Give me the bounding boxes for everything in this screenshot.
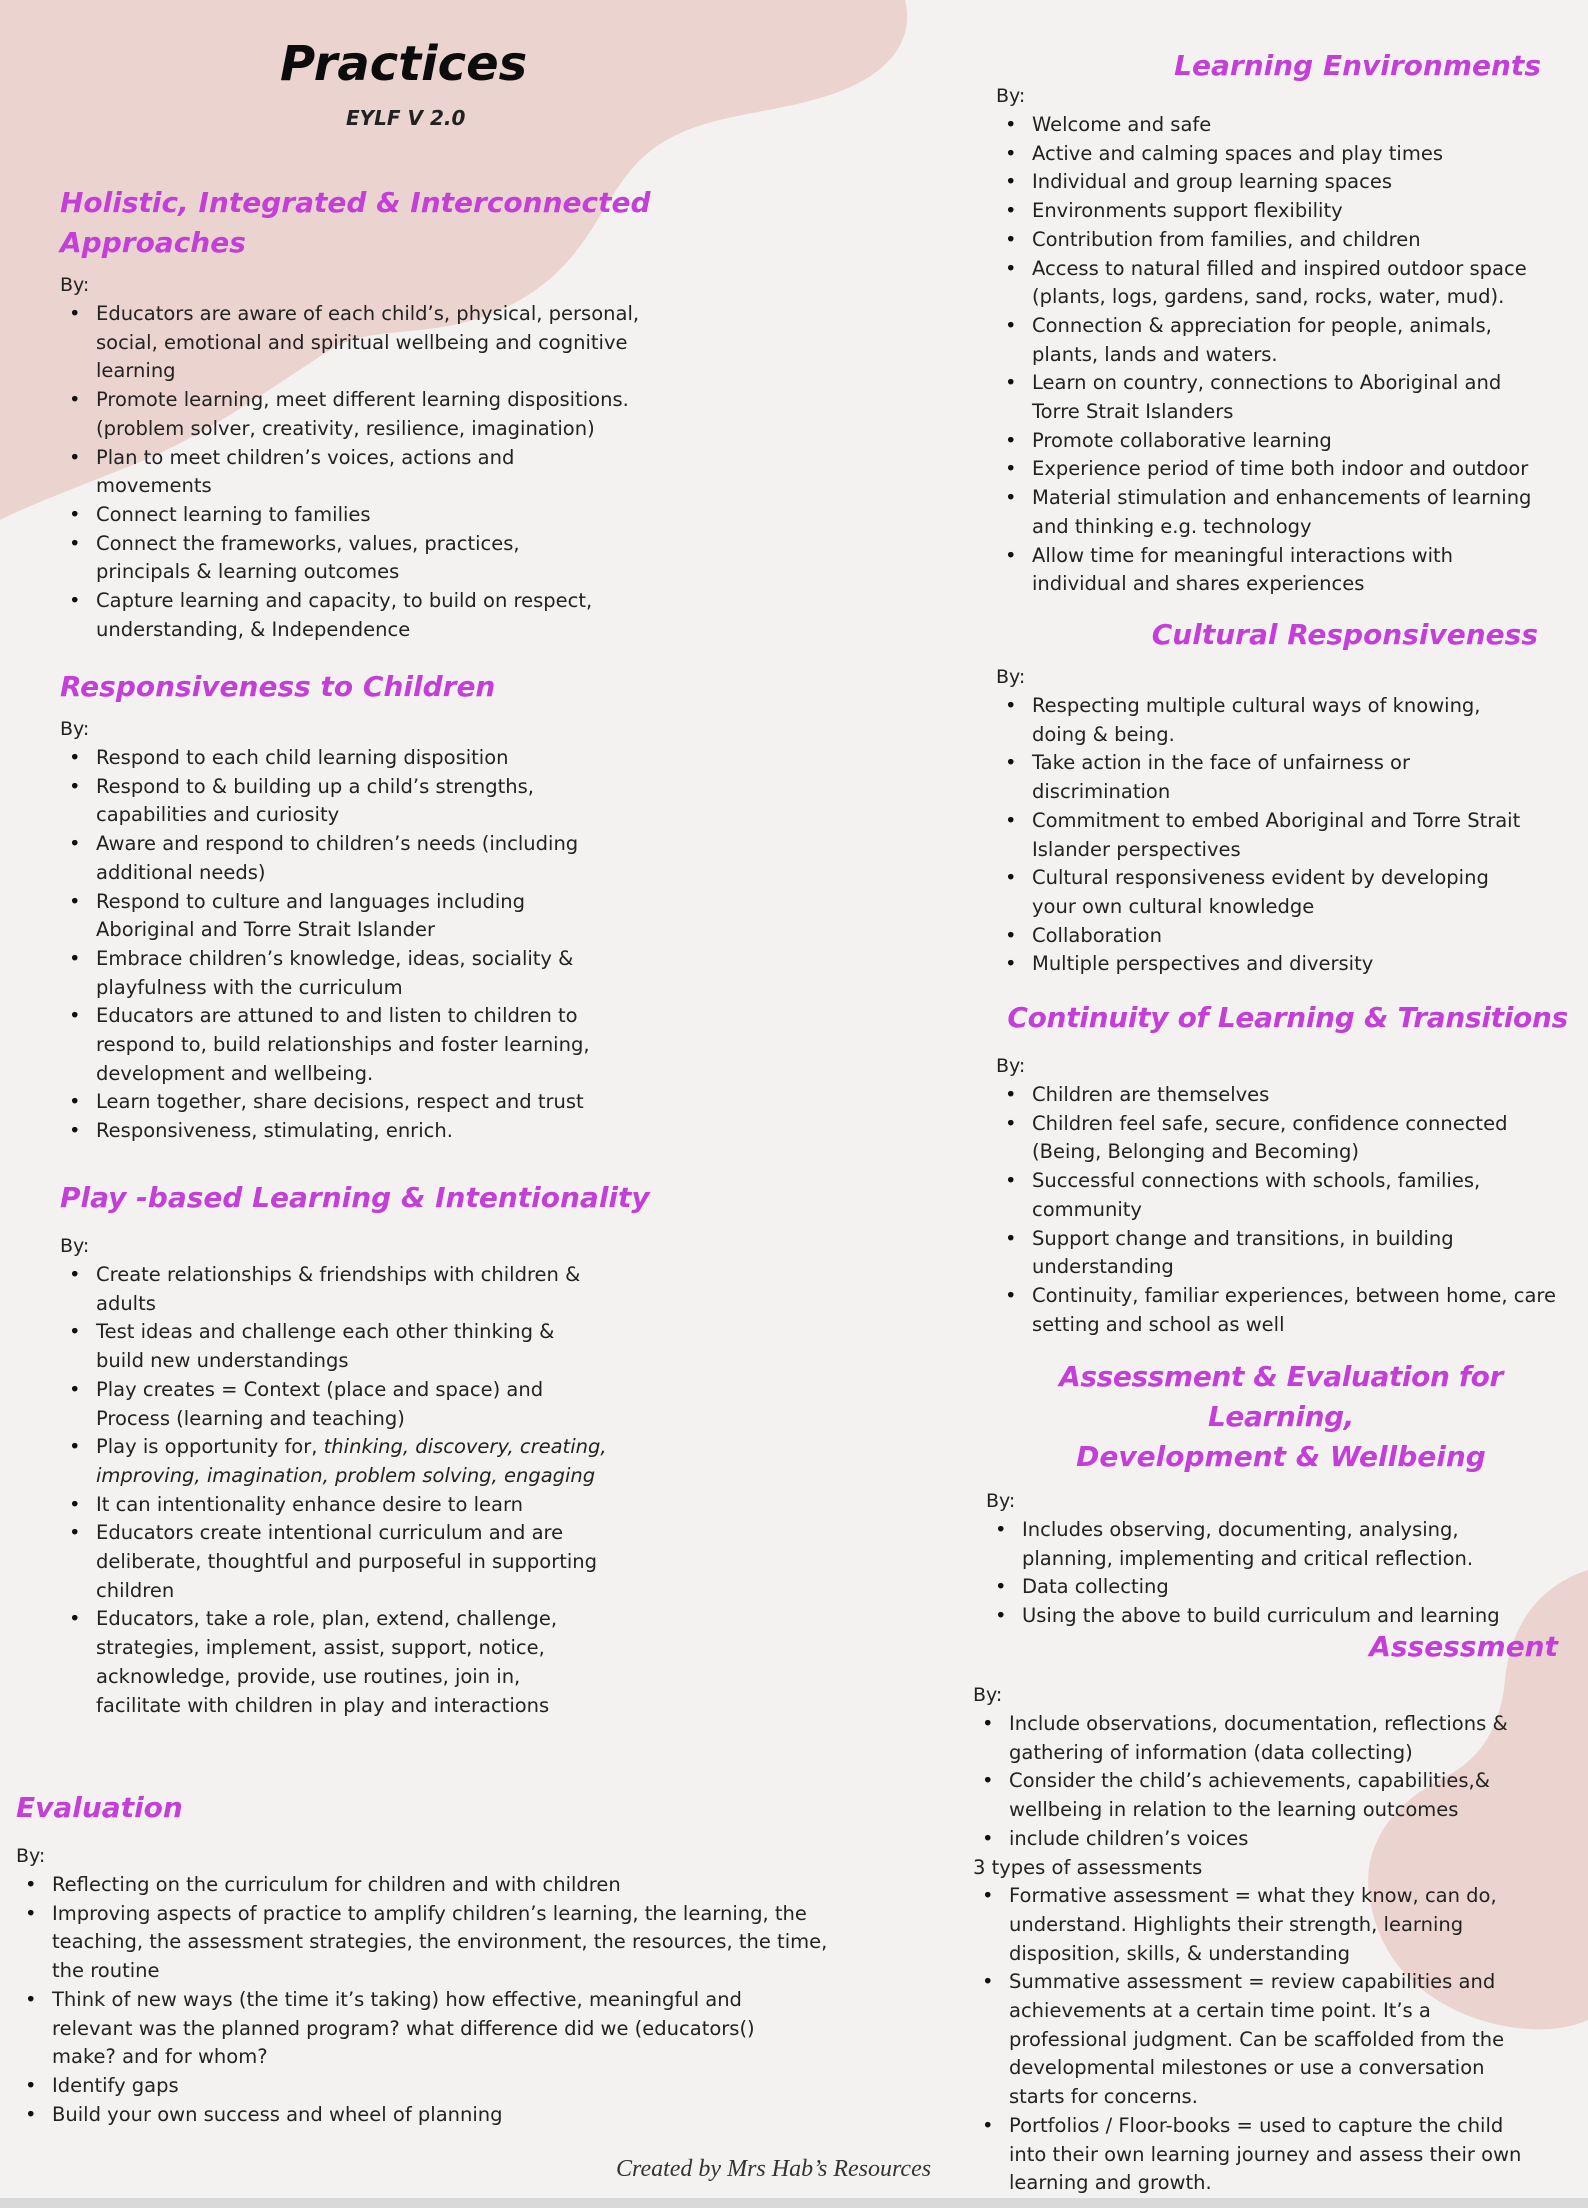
- list-item: • Active and calming spaces and play times: [996, 140, 1566, 169]
- list-item: • Promote collaborative learning: [996, 427, 1566, 456]
- section-heading: Continuity of Learning & Transitions: [1007, 1001, 1568, 1034]
- bottom-divider: [0, 2198, 1588, 2208]
- section-heading: Responsiveness to Children: [60, 670, 496, 703]
- list-item: • Educators, take a role, plan, extend, challenge, strategies, implement, assist, support, notice, acknowledge, provide, use routines, join in, facilitate with children in play and interactions: [60, 1605, 600, 1720]
- list-item: • Connection & appreciation for people, animals, plants, lands and waters.: [996, 312, 1526, 369]
- list-item: • It can intentionality enhance desire to learn: [60, 1491, 640, 1520]
- list-item: • Responsiveness, stimulating, enrich.: [60, 1117, 640, 1146]
- section-assessment-evaluation: [986, 1357, 1576, 1631]
- section-heading: Assessment: [1369, 1630, 1558, 1663]
- list-item: • Collaboration: [996, 922, 1566, 951]
- list-item: • Aware and respond to children’s needs (including additional needs): [60, 830, 620, 887]
- section-holistic: [60, 183, 660, 644]
- list-item: • Multiple perspectives and diversity: [996, 950, 1566, 979]
- list-item: • Formative assessment = what they know, can do, understand. Highlights their strength, learning disposition, skills, & understanding: [973, 1882, 1533, 1968]
- by-label: By:: [16, 1845, 46, 1867]
- page-title: Practices: [280, 36, 528, 92]
- section-heading: Assessment & Evaluation for Learning,: [1059, 1360, 1503, 1433]
- list-item: • Plan to meet children’s voices, actions and movements: [60, 444, 580, 501]
- list-item: • Children are themselves: [996, 1081, 1566, 1110]
- list-item: • Build your own success and wheel of planning: [16, 2101, 846, 2130]
- list-item: • Commitment to embed Aboriginal and Torre Strait Islander perspectives: [996, 807, 1566, 864]
- by-label: By:: [996, 666, 1026, 688]
- list-item: • Connect the frameworks, values, practices, principals & learning outcomes: [60, 530, 600, 587]
- list-item: • Continuity, familiar experiences, between home, care setting and school as well: [996, 1282, 1566, 1339]
- list-item: • Summative assessment = review capabilities and achievements at a certain time point. It’s a professional judgment. Can be scaffolded from the developmental milestones or use a conversation starts for concerns.: [973, 1968, 1543, 2112]
- by-label: By:: [996, 85, 1026, 107]
- list-item: • Environments support flexibility: [996, 197, 1566, 226]
- list-item: • Using the above to build curriculum and learning: [986, 1602, 1546, 1631]
- list-item: • Play creates = Context (place and space) and Process (learning and teaching): [60, 1376, 580, 1433]
- section-heading: Learning Environments: [1174, 49, 1541, 82]
- by-label: By:: [60, 1235, 90, 1257]
- list-item: • Think of new ways (the time it’s taking) how effective, meaningful and relevant was the planned program? what difference did we (educators() make? and for whom?: [16, 1986, 806, 2072]
- section-environments: [996, 46, 1566, 599]
- section-heading-line2: Development & Wellbeing: [1076, 1440, 1486, 1473]
- list-item: • Improving aspects of practice to amplify children’s learning, the learning, the teaching, the assessment strategies, the environment, the resources, the time, the routine: [16, 1900, 846, 1986]
- by-label: By:: [986, 1490, 1016, 1512]
- play-opportunity-italic: thinking, discovery, creating, improving, imagination, problem solving, engaging: [96, 1435, 607, 1487]
- play-opportunity-prefix: Play is opportunity for,: [96, 1435, 324, 1459]
- footer-credit: Created by Mrs Hab’s Resources: [616, 2156, 932, 2182]
- section-continuity: [996, 998, 1571, 1339]
- list-item: • Educators are aware of each child’s, physical, personal, social, emotional and spiritual wellbeing and cognitive learning: [60, 300, 640, 386]
- list-item: • Successful connections with schools, families, community: [996, 1167, 1516, 1224]
- list-item: • Contribution from families, and children: [996, 226, 1566, 255]
- by-label: By:: [60, 718, 90, 740]
- list-item: • Experience period of time both indoor and outdoor: [996, 455, 1566, 484]
- list-item: • Support change and transitions, in building understanding: [996, 1225, 1496, 1282]
- list-item: • include children’s voices: [973, 1825, 1543, 1854]
- by-label: By:: [996, 1055, 1026, 1077]
- list-item: • Includes observing, documenting, analysing, planning, implementing and critical reflection.: [986, 1516, 1546, 1573]
- section-heading: Play -based Learning & Intentionality: [60, 1181, 650, 1214]
- list-item: • Cultural responsiveness evident by developing your own cultural knowledge: [996, 864, 1536, 921]
- section-evaluation: [16, 1788, 856, 2129]
- assessment-types-label: 3 types of assessments: [973, 1855, 1203, 1879]
- list-item: • Portfolios / Floor-books = used to capture the child into their own learning journey and assess their own learning and growth.: [973, 2112, 1533, 2198]
- list-item: • Test ideas and challenge each other thinking & build new understandings: [60, 1318, 600, 1375]
- list-item: • Allow time for meaningful interactions with individual and shares experiences: [996, 542, 1516, 599]
- list-item: • Include observations, documentation, reflections & gathering of information (data collecting): [973, 1710, 1543, 1767]
- list-item-play-opportunity: [60, 1433, 640, 1490]
- list-item: • Respond to & building up a child’s strengths, capabilities and curiosity: [60, 773, 590, 830]
- list-item: • Connect learning to families: [60, 501, 640, 530]
- list-item: • Individual and group learning spaces: [996, 168, 1566, 197]
- section-play: [60, 1178, 660, 1720]
- section-cultural: [996, 615, 1566, 979]
- list-item: • Reflecting on the curriculum for children and with children: [16, 1871, 846, 1900]
- by-label: By:: [973, 1684, 1003, 1706]
- list-item: • Create relationships & friendships with children & adults: [60, 1261, 620, 1318]
- list-item: • Respecting multiple cultural ways of knowing, doing & being.: [996, 692, 1526, 749]
- list-item: • Data collecting: [986, 1573, 1546, 1602]
- list-item: • Capture learning and capacity, to build on respect, understanding, & Independence: [60, 587, 640, 644]
- list-item: • Access to natural filled and inspired outdoor space (plants, logs, gardens, sand, rocks, water, mud).: [996, 255, 1566, 312]
- section-heading: Cultural Responsiveness: [1151, 618, 1538, 651]
- section-heading: Evaluation: [16, 1791, 183, 1824]
- list-item: • Educators are attuned to and listen to children to respond to, build relationships and foster learning, development and wellbeing.: [60, 1002, 640, 1088]
- list-item: • Learn on country, connections to Aboriginal and Torre Strait Islanders: [996, 369, 1536, 426]
- list-item: • Promote learning, meet different learning dispositions. (problem solver, creativity, resilience, imagination): [60, 386, 640, 443]
- list-item: • Consider the child’s achievements, capabilities,& wellbeing in relation to the learning outcomes: [973, 1767, 1543, 1824]
- list-item: • Children feel safe, secure, confidence connected (Being, Belonging and Becoming): [996, 1110, 1566, 1167]
- list-item: • Welcome and safe: [996, 111, 1566, 140]
- page-subtitle: EYLF V 2.0: [346, 106, 466, 130]
- section-heading: Holistic, Integrated & Interconnected Approaches: [60, 186, 651, 259]
- by-label: By:: [60, 274, 90, 296]
- list-item: • Take action in the face of unfairness or discrimination: [996, 749, 1476, 806]
- list-item: • Learn together, share decisions, respect and trust: [60, 1088, 640, 1117]
- list-item: • Identify gaps: [16, 2072, 846, 2101]
- list-item: • Respond to culture and languages including Aboriginal and Torre Strait Islander: [60, 888, 580, 945]
- section-assessment: [973, 1627, 1568, 2198]
- list-item: • Educators create intentional curriculum and are deliberate, thoughtful and purposeful in supporting children: [60, 1519, 600, 1605]
- list-item: • Material stimulation and enhancements of learning and thinking e.g. technology: [996, 484, 1566, 541]
- list-item: • Respond to each child learning disposition: [60, 744, 640, 773]
- section-responsiveness: [60, 667, 660, 1146]
- list-item: • Embrace children’s knowledge, ideas, sociality & playfulness with the curriculum: [60, 945, 620, 1002]
